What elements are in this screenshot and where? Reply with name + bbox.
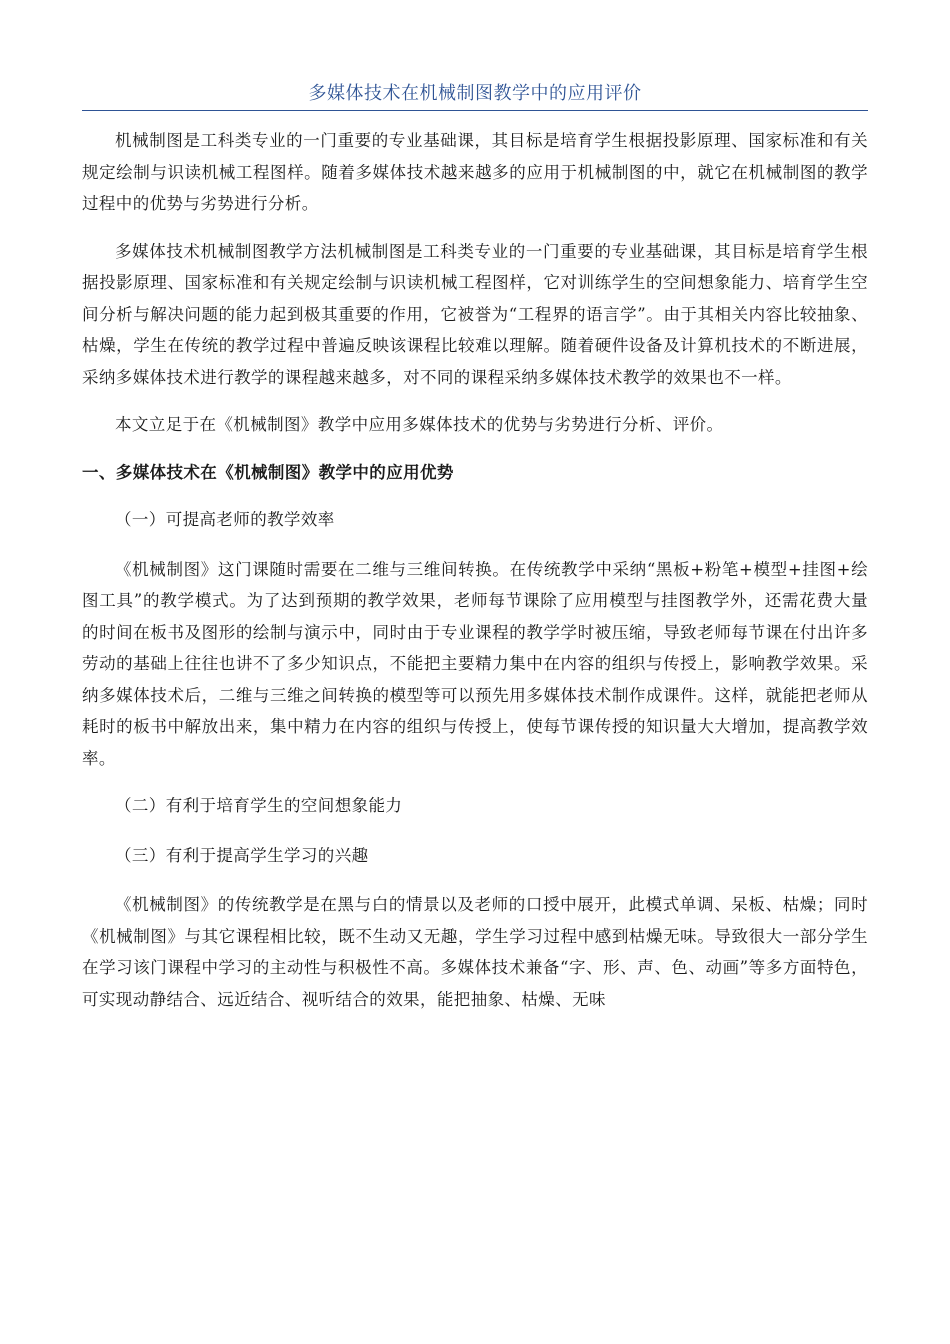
subsection-heading-1: （一）可提高老师的教学效率	[115, 510, 335, 529]
paragraph-purpose: 本文立足于在《机械制图》教学中应用多媒体技术的优势与劣势进行分析、评价。	[115, 415, 724, 434]
header-title: 多媒体技术在机械制图教学中的应用评价	[308, 83, 642, 104]
document-body	[82, 125, 868, 1015]
page-header	[82, 80, 868, 111]
section-heading-1: 一、多媒体技术在《机械制图》教学中的应用优势	[82, 462, 454, 482]
document-page	[82, 0, 868, 1031]
subsection-heading-2: （二）有利于培育学生的空间想象能力	[115, 796, 403, 815]
paragraph-intro: 机械制图是工科类专业的一门重要的专业基础课，其目标是培育学生根据投影原理、国家标准和有关规定绘制与识读机械工程图样。随着多媒体技术越来越多的应用于机械制图的中，就它在机械制图的教学过程中的优势与劣势进行分析。	[82, 131, 868, 213]
paragraph-background: 多媒体技术机械制图教学方法机械制图是工科类专业的一门重要的专业基础课，其目标是培育学生根据投影原理、国家标准和有关规定绘制与识读机械工程图样，它对训练学生的空间想象能力、培育学生空间分析与解决问题的能力起到极其重要的作用，它被誉为“工程界的语言学”。由于其相关内容比较抽象、枯燥，学生在传统的教学过程中普遍反映该课程比较难以理解。随着硬件设备及计算机技术的不断进展，采纳多媒体技术进行教学的课程越来越多，对不同的课程采纳多媒体技术教学的效果也不一样。	[82, 241, 868, 387]
paragraph-interest: 《机械制图》的传统教学是在黑与白的情景以及老师的口授中展开，此模式单调、呆板、枯燥；同时《机械制图》与其它课程相比较，既不生动又无趣，学生学习过程中感到枯燥无味。导致很大一部分学生在学习该门课程中学习的主动性与积极性不高。多媒体技术兼备“字、形、声、色、动画”等多方面特色，可实现动静结合、远近结合、视听结合的效果，能把抽象、枯燥、无味	[82, 895, 868, 1009]
paragraph-efficiency: 《机械制图》这门课随时需要在二维与三维间转换。在传统教学中采纳“黑板+粉笔+模型+挂图+绘图工具”的教学模式。为了达到预期的教学效果，老师每节课除了应用模型与挂图教学外，还需花费大量的时间在板书及图形的绘制与演示中，同时由于专业课程的教学学时被压缩，导致老师每节课在付出许多劳动的基础上往往也讲不了多少知识点，不能把主要精力集中在内容的组织与传授上，影响教学效果。采纳多媒体技术后，二维与三维之间转换的模型等可以预先用多媒体技术制作成课件。这样，就能把老师从耗时的板书中解放出来，集中精力在内容的组织与传授上，使每节课传授的知识量大大增加，提高教学效率。	[82, 559, 868, 768]
subsection-heading-3: （三）有利于提高学生学习的兴趣	[115, 845, 369, 865]
